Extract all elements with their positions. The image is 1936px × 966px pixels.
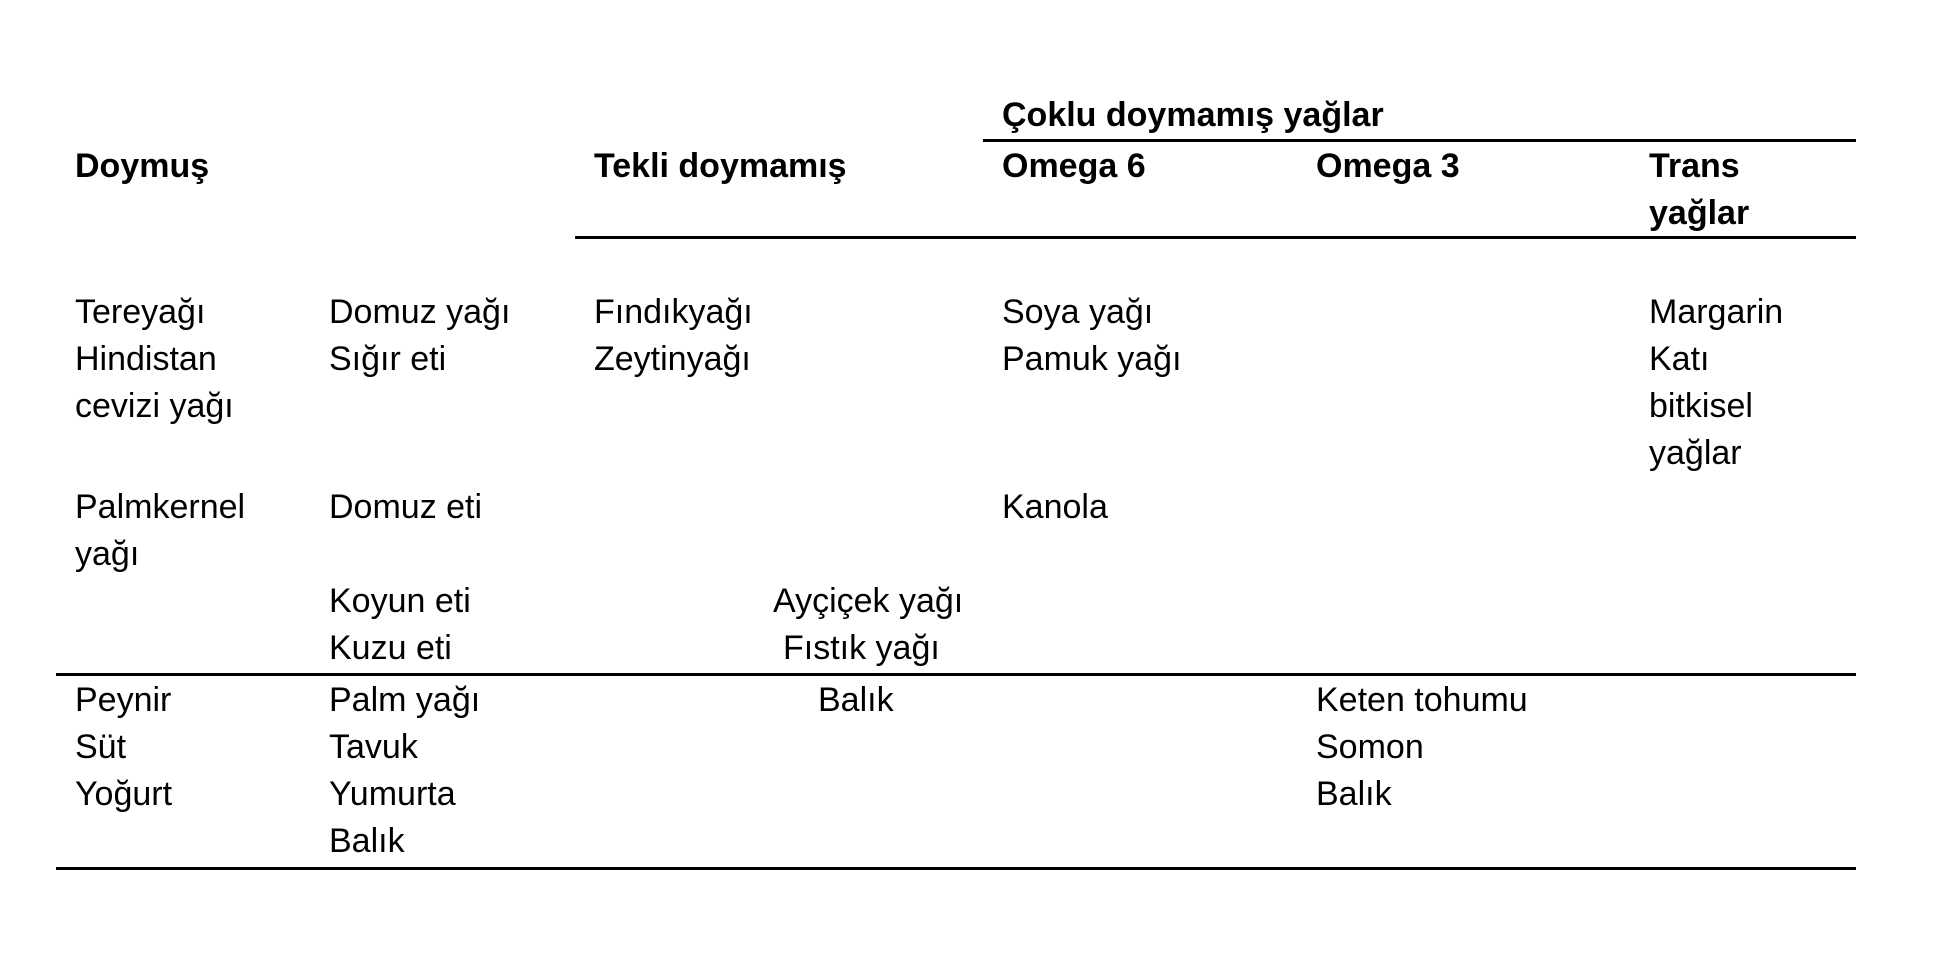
cell-keten-tohumu: Keten tohumu: [1316, 681, 1528, 719]
group-header-rule: [983, 139, 1856, 142]
header-trans-line-1: Trans: [1649, 147, 1740, 185]
cell-bitkisel: bitkisel: [1649, 387, 1753, 425]
section-divider-rule: [56, 673, 1856, 676]
cell-aycicek-yagi: Ayçiçek yağı: [773, 582, 964, 620]
cell-hindistan-line-2: cevizi yağı: [75, 387, 234, 425]
cell-tereyagi: Tereyağı: [75, 293, 206, 331]
cell-domuz-eti: Domuz eti: [329, 488, 483, 526]
header-omega-6: Omega 6: [1002, 147, 1146, 185]
cell-peynir: Peynir: [75, 681, 172, 719]
cell-kati: Katı: [1649, 340, 1710, 378]
cell-yogurt: Yoğurt: [75, 775, 173, 813]
cell-palm-yagi: Palm yağı: [329, 681, 481, 719]
cell-fistik-yagi: Fıstık yağı: [783, 629, 940, 667]
cell-soya-yagi: Soya yağı: [1002, 293, 1154, 331]
cell-sut: Süt: [75, 728, 127, 766]
cell-palmkernel-line-2: yağı: [75, 535, 140, 573]
cell-balik-col2: Balık: [329, 822, 405, 860]
cell-balik-col5: Balık: [1316, 775, 1392, 813]
cell-findikyagi: Fındıkyağı: [594, 293, 753, 331]
cell-balik-col3: Balık: [818, 681, 894, 719]
header-doymus: Doymuş: [75, 147, 210, 185]
cell-hindistan-line-1: Hindistan: [75, 340, 217, 378]
group-header-coklu: Çoklu doymamış yağlar: [1002, 96, 1384, 134]
cell-somon: Somon: [1316, 728, 1424, 766]
cell-sigir-eti: Sığır eti: [329, 340, 447, 378]
cell-yumurta: Yumurta: [329, 775, 456, 813]
header-tekli-doymamis: Tekli doymamış: [594, 147, 847, 185]
cell-margarin: Margarin: [1649, 293, 1784, 331]
cell-pamuk-yagi: Pamuk yağı: [1002, 340, 1182, 378]
table-bottom-rule: [56, 867, 1856, 870]
cell-yaglar: yağlar: [1649, 434, 1742, 472]
cell-tavuk: Tavuk: [329, 728, 418, 766]
header-trans-line-2: yağlar: [1649, 194, 1750, 232]
cell-palmkernel-line-1: Palmkernel: [75, 488, 246, 526]
cell-zeytinyagi: Zeytinyağı: [594, 340, 751, 378]
cell-kanola: Kanola: [1002, 488, 1108, 526]
cell-koyun-eti: Koyun eti: [329, 582, 471, 620]
cell-domuz-yagi: Domuz yağı: [329, 293, 511, 331]
header-omega-3: Omega 3: [1316, 147, 1460, 185]
cell-kuzu-eti: Kuzu eti: [329, 629, 452, 667]
